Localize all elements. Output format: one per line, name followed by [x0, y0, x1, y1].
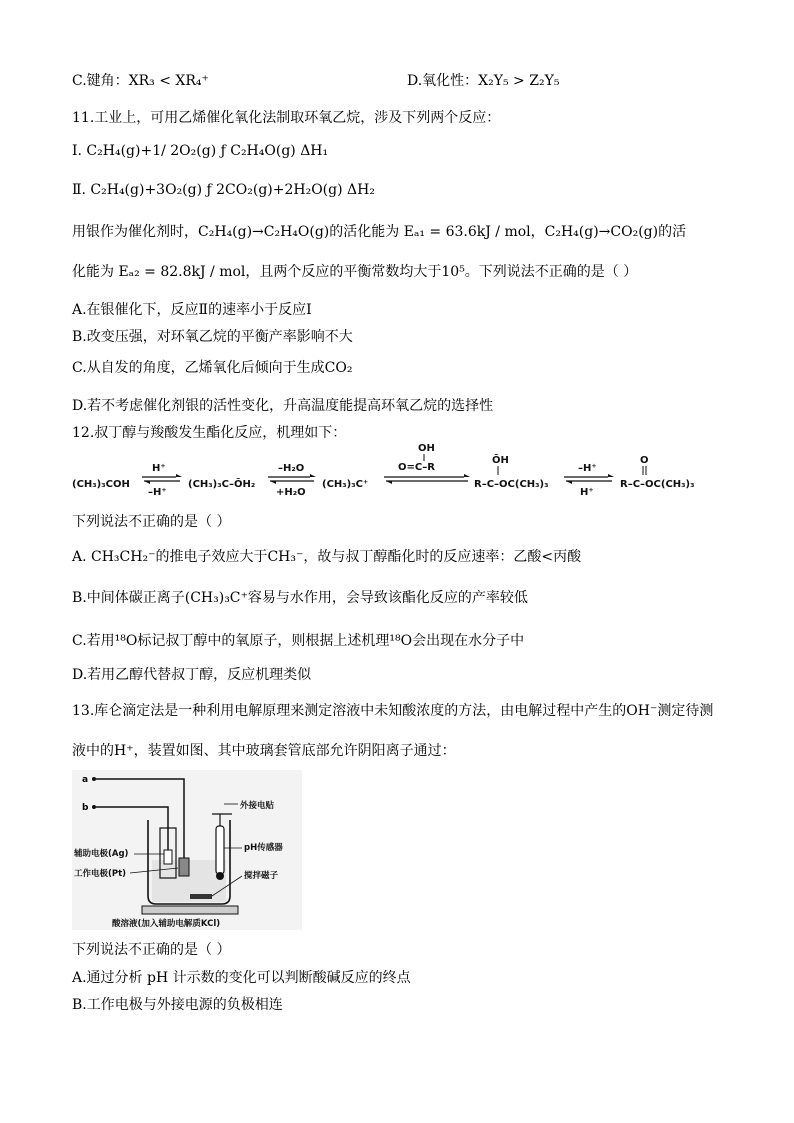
- equilibrium-arrow-2: [268, 463, 316, 498]
- work-electrode: [179, 858, 189, 876]
- q11-option-d: D.若不考虑催化剂银的活性变化，升高温度能提高环氧乙烷的选择性: [72, 398, 494, 414]
- option-d-prev: D.氧化性：X₂Y₅ > Z₂Y₅: [407, 73, 560, 89]
- q13-paragraph-2: 液中的H⁺，装置如图、其中玻璃套管底部允许阴阳离子通过：: [72, 743, 456, 759]
- q11-option-a: A.在银催化下，反应Ⅱ的速率小于反应Ⅰ: [72, 302, 312, 318]
- arrow4-top: –H⁺: [578, 463, 597, 474]
- arrow2-bottom: +H₂O: [276, 487, 306, 498]
- acid-carbonyl: O=C–R: [398, 462, 435, 473]
- equilibrium-arrow-4: [564, 463, 614, 498]
- coulometric-apparatus: [72, 770, 302, 930]
- q11-reaction-1: Ⅰ. C₂H₄(g)+1/ 2O₂(g) ƒ C₂H₄O(g) ΔH₁: [72, 143, 329, 159]
- q11-option-c: C.从自发的角度，乙烯氧化后倾向于生成CO₂: [72, 360, 353, 376]
- species-oxonium: (CH₃)₃C–ŌH₂: [188, 479, 256, 490]
- stir-bar: [190, 894, 212, 899]
- q11-option-b: B.改变压强，对环氧乙烷的平衡产率影响不大: [72, 329, 353, 345]
- equilibrium-arrow-3: [384, 443, 470, 484]
- q11-paragraph-1: 用银作为催化剂时，C₂H₄(g)→C₂H₄O(g)的活化能为 Eₐ₁ = 63.6kJ / mol，C₂H₄(g)→CO₂(g)的活: [72, 224, 687, 240]
- species-ester-top: O: [640, 455, 649, 466]
- stir-plate: [142, 906, 238, 914]
- aux-electrode: [164, 850, 172, 864]
- q11-stem: 11.工业上，可用乙烯催化氧化法制取环氧乙烷，涉及下列两个反应：: [72, 110, 501, 126]
- species-intermediate: R–C–OC(CH₃)₃: [474, 479, 549, 490]
- label-work: 工作电极(Pt): [74, 869, 127, 879]
- arrow1-top: H⁺: [152, 463, 166, 474]
- acid-oh: OH: [418, 443, 435, 454]
- terminal-a: a: [82, 775, 89, 785]
- q12-option-d: D.若用乙醇代替叔丁醇，反应机理类似: [72, 667, 312, 683]
- species-carbocation: (CH₃)₃C⁺: [322, 479, 369, 490]
- arrow2-top: –H₂O: [278, 463, 305, 474]
- q12-question: 下列说法不正确的是（ ）: [72, 514, 231, 530]
- q11-reaction-2: Ⅱ. C₂H₄(g)+3O₂(g) ƒ 2CO₂(g)+2H₂O(g) ΔH₂: [72, 182, 375, 198]
- q13-question: 下列说法不正确的是（ ）: [72, 942, 231, 958]
- arrow1-bottom: –H⁺: [148, 487, 167, 498]
- species-ester: R–C–OC(CH₃)₃: [620, 479, 695, 490]
- species-tbutanol: (CH₃)₃COH: [72, 479, 130, 490]
- arrow4-bottom: H⁺: [580, 487, 594, 498]
- label-stir: 搅拌磁子: [244, 871, 279, 881]
- label-aux: 辅助电极(Ag): [74, 849, 129, 859]
- label-solution: 酸溶液(加入辅助电解质KCl): [112, 919, 221, 929]
- species-intermediate-top: ŌH: [492, 455, 509, 466]
- q12-option-b: B.中间体碳正离子(CH₃)₃C⁺容易与水作用，会导致该酯化反应的产率较低: [72, 590, 528, 606]
- q13-option-b: B.工作电极与外接电源的负极相连: [72, 997, 283, 1013]
- q12-option-c: C.若用¹⁸O标记叔丁醇中的氧原子，则根据上述机理¹⁸O会出现在水分子中: [72, 633, 525, 649]
- q12-stem: 12.叔丁醇与羧酸发生酯化反应，机理如下：: [72, 425, 347, 441]
- esterification-mechanism: [72, 443, 722, 503]
- ph-sensor: [216, 826, 224, 874]
- equilibrium-arrow-1: [142, 463, 182, 498]
- label-ph: pH传感器: [244, 843, 283, 853]
- q13-paragraph-1: 13.库仑滴定法是一种利用电解原理来测定溶液中未知酸浓度的方法，由电解过程中产生的OH⁻测定待测: [72, 703, 714, 719]
- terminal-b: b: [82, 803, 89, 813]
- q13-option-a: A.通过分析 pH 计示数的变化可以判断酸碱反应的终点: [72, 970, 411, 986]
- label-power: 外接电贴: [240, 801, 275, 811]
- q12-option-a: A. CH₃CH₂⁻的推电子效应大于CH₃⁻，故与叔丁醇酯化时的反应速率：乙酸<丙酸: [72, 549, 582, 565]
- q11-paragraph-2: 化能为 Eₐ₂ = 82.8kJ / mol，且两个反应的平衡常数均大于10⁵。下列说法不正确的是（ ）: [72, 264, 638, 280]
- option-c-prev: C.键角：XR₃ < XR₄⁺: [72, 73, 209, 89]
